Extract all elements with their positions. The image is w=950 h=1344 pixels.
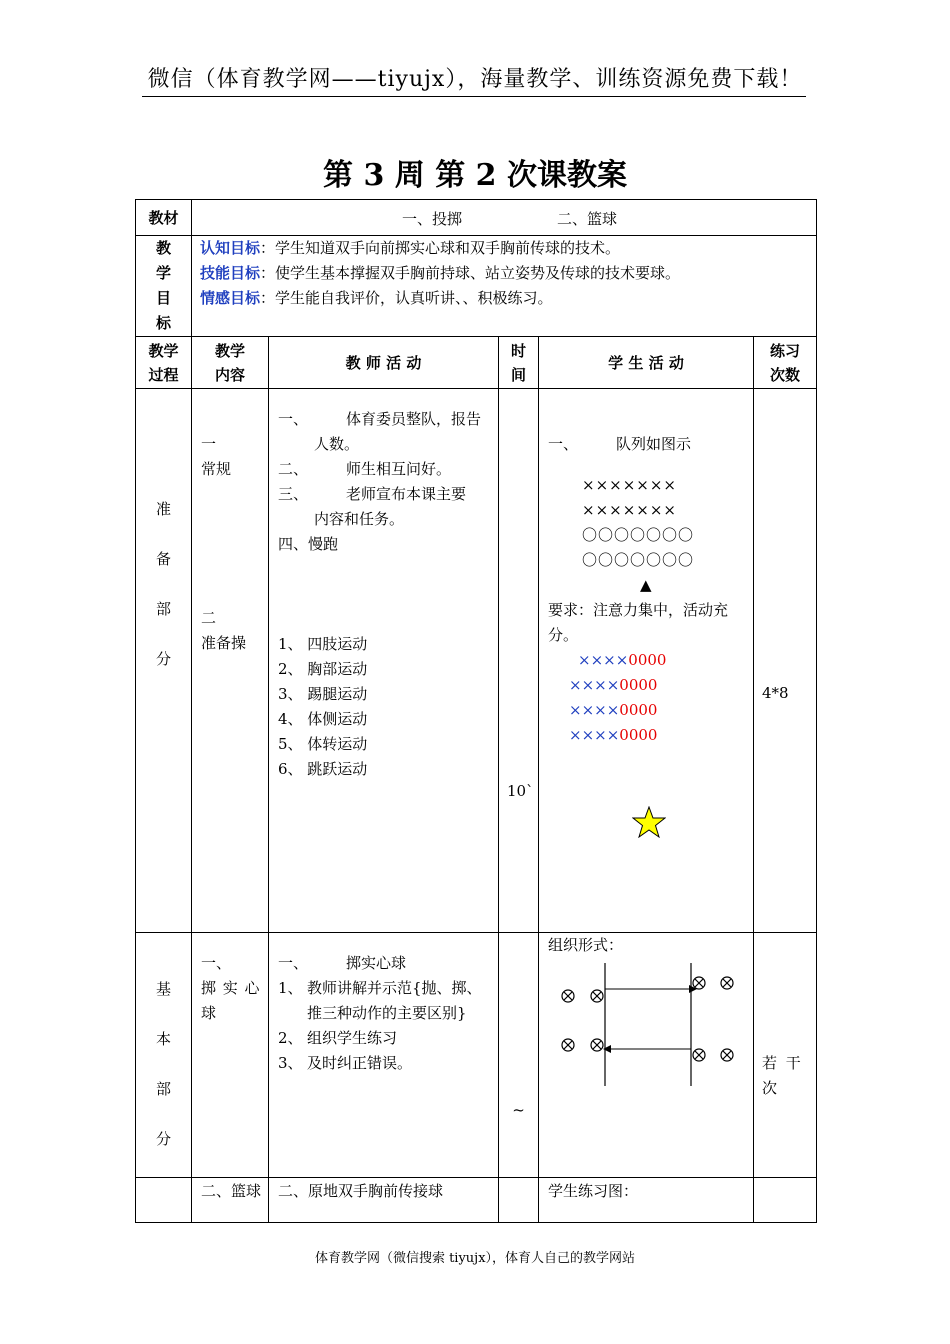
page-footer: 体育教学网（微信搜索 tiyujx），体育人自己的教学网站 [314, 1251, 636, 1266]
emotion-goal [200, 286, 808, 311]
cognitive-goal [200, 236, 808, 261]
header-reps: 练习 次数 [754, 337, 817, 389]
materials-label: 教材 [136, 200, 192, 236]
student-marker [591, 990, 603, 1002]
prep-teacher-item: 四、慢跑 [278, 535, 339, 553]
basketball-label [136, 1178, 192, 1223]
cognitive-goal-text: ：学生知道双手向前掷实心球和双手胸前传球的技术。 [260, 239, 621, 257]
prep-teacher-item: 一、 体育委员整队，报告 [278, 410, 482, 428]
prep-content-routine: 常规 [201, 460, 232, 478]
student-marker [562, 990, 574, 1002]
materials-item-1: 一、投掷 [402, 209, 463, 228]
prep-teacher [269, 389, 499, 933]
materials-item-2: 二、篮球 [557, 209, 618, 228]
materials-row [136, 200, 817, 236]
main-teacher [269, 933, 499, 1178]
basketball-row [136, 1178, 817, 1223]
exercise-item: 5、 体转运动 [278, 735, 368, 753]
goals-row [136, 236, 817, 337]
cognitive-goal-label: 认知目标 [200, 239, 261, 257]
prep-time: 10` [499, 389, 539, 933]
prep-content [192, 389, 269, 933]
main-teacher-item: 1、 教师讲解并示范{抛、掷、 [278, 979, 482, 997]
main-label: 基 本 部 分 [136, 933, 192, 1178]
colored-formation-row: ××××0000 [578, 651, 667, 669]
main-row [136, 933, 817, 1178]
header-time: 时 间 [499, 337, 539, 389]
student-marker [693, 977, 705, 989]
prep-reps: 4*8 [754, 389, 817, 933]
basketball-student: 学生练习图： [539, 1178, 754, 1223]
throwing-formation-diagram [539, 958, 744, 1088]
student-marker [721, 977, 733, 989]
header-content: 教学 内容 [192, 337, 269, 389]
basketball-teacher: 二、原地双手胸前传接球 [269, 1178, 499, 1223]
basketball-time [499, 1178, 539, 1223]
student-marker [721, 1049, 733, 1061]
goals-label-char: 标 [155, 314, 171, 332]
exercise-item: 3、 踢腿运动 [278, 685, 368, 703]
main-student [539, 933, 754, 1178]
teacher-position-icon: ▲ [640, 576, 652, 594]
main-teacher-head: 一、 掷实心球 [278, 954, 407, 972]
star-icon [548, 748, 753, 842]
basketball-content: 二、篮球 [192, 1178, 269, 1223]
basketball-reps [754, 1178, 817, 1223]
formation-row: 〇〇〇〇〇〇〇 [582, 551, 695, 569]
main-content: 一、 掷 实 心 球 [192, 933, 269, 1178]
colored-formation-row: ××××0000 [569, 676, 658, 694]
main-time: ~ [499, 933, 539, 1178]
goals-label-char: 教 [155, 239, 171, 257]
goals-label-char: 目 [155, 289, 171, 307]
lesson-plan-table [135, 199, 817, 1223]
formation-row: ××××××× [582, 476, 677, 494]
student-marker [591, 1039, 603, 1051]
goals-label [136, 236, 192, 337]
main-teacher-item: 3、 及时纠正错误。 [278, 1054, 413, 1072]
prep-label: 准 备 部 分 [136, 389, 192, 933]
header-teacher: 教 师 活 动 [269, 337, 499, 389]
formation-row: 〇〇〇〇〇〇〇 [582, 526, 695, 544]
header-student: 学 生 活 动 [539, 337, 754, 389]
exercise-item: 2、 胸部运动 [278, 660, 368, 678]
skill-goal-text: ：使学生基本撑握双手胸前持球、站立姿势及传球的技术要球。 [260, 264, 681, 282]
skill-goal [200, 261, 808, 286]
goals-label-char: 学 [155, 264, 171, 282]
prep-content-warmup: 准备操 [201, 634, 247, 652]
column-header-row [136, 337, 817, 389]
prep-teacher-item: 人数。 [314, 435, 360, 453]
prep-student-intro: 一、 队列如图示 [548, 435, 692, 453]
formation-row: ××××××× [582, 501, 677, 519]
main-reps: 若 干 次 [754, 933, 817, 1178]
formation-diagram [548, 457, 753, 573]
colored-formation-row: ××××0000 [569, 726, 658, 744]
prep-content-warmup-num: 二 [201, 609, 217, 627]
emotion-goal-label: 情感目标 [200, 289, 261, 307]
exercise-item: 6、 跳跃运动 [278, 760, 368, 778]
header-process: 教学 过程 [136, 337, 192, 389]
prep-teacher-item: 内容和任务。 [314, 510, 405, 528]
page-header: 微信（体育教学网——tiyujx），海量教学、训练资源免费下载！ [147, 67, 803, 92]
prep-content-routine-num: 一 [201, 435, 217, 453]
org-label: 组织形式： [548, 936, 624, 954]
colored-formation [548, 648, 753, 748]
main-teacher-item: 2、 组织学生练习 [278, 1029, 398, 1047]
exercise-item: 4、 体侧运动 [278, 710, 368, 728]
main-teacher-item: 推三种动作的主要区别} [307, 1004, 467, 1022]
arrowhead-left [603, 1045, 611, 1053]
skill-goal-label: 技能目标 [200, 264, 261, 282]
prep-teacher-item: 三、 老师宣布本课主要 [278, 485, 467, 503]
page-title: 第 3 周 第 2 次课教案 [323, 158, 627, 193]
materials-items [192, 200, 817, 236]
student-marker [562, 1039, 574, 1051]
emotion-goal-text: ：学生能自我评价，认真听讲、、积极练习。 [260, 289, 553, 307]
header-rule [142, 96, 806, 97]
student-marker [693, 1049, 705, 1061]
prep-requirement: 要求：注意力集中，活动充分。 [548, 601, 729, 644]
goals-content [192, 236, 817, 337]
prep-teacher-item: 二、 师生相互问好。 [278, 460, 452, 478]
exercise-item: 1、 四肢运动 [278, 635, 368, 653]
colored-formation-row: ××××0000 [569, 701, 658, 719]
prep-row [136, 389, 817, 933]
prep-student [539, 389, 754, 933]
